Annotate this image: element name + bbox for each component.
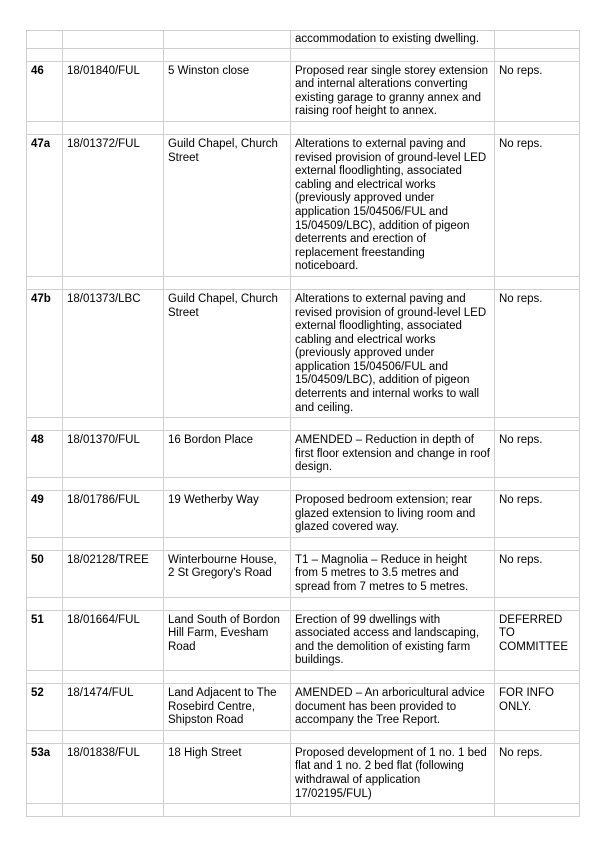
proposal-description: Proposed bedroom extension; rear glazed extension to living room and glazed covered way. (291, 491, 495, 538)
item-number: 48 (27, 431, 63, 478)
outcome: FOR INFO ONLY. (495, 683, 580, 730)
spacer-cell (164, 121, 291, 134)
applications-table (26, 30, 580, 817)
table-row (27, 431, 580, 478)
spacer-cell (291, 478, 495, 491)
spacer-row (27, 478, 580, 491)
spacer-cell (495, 537, 580, 550)
outcome: No reps. (495, 431, 580, 478)
spacer-cell (164, 804, 291, 817)
spacer-cell (291, 48, 495, 61)
spacer-cell (63, 121, 164, 134)
spacer-cell (291, 276, 495, 289)
spacer-row (27, 276, 580, 289)
table-row (27, 683, 580, 730)
spacer-cell (164, 48, 291, 61)
item-number: 52 (27, 683, 63, 730)
spacer-cell (495, 804, 580, 817)
application-reference: 18/02128/TREE (63, 550, 164, 597)
spacer-cell (63, 478, 164, 491)
spacer-cell (495, 121, 580, 134)
spacer-cell (291, 670, 495, 683)
spacer-cell (495, 48, 580, 61)
table-row (27, 743, 580, 803)
site-address: 19 Wetherby Way (164, 491, 291, 538)
spacer-cell (164, 537, 291, 550)
spacer-cell (63, 537, 164, 550)
table-row (27, 610, 580, 670)
spacer-cell (27, 730, 63, 743)
spacer-cell (27, 48, 63, 61)
outcome: DEFERRED TO COMMITTEE (495, 610, 580, 670)
spacer-cell (291, 804, 495, 817)
spacer-row (27, 418, 580, 431)
item-number: 46 (27, 61, 63, 121)
outcome: No reps. (495, 550, 580, 597)
item-number: 47b (27, 289, 63, 417)
outcome: No reps. (495, 134, 580, 276)
table-row (27, 31, 580, 49)
spacer-cell (63, 804, 164, 817)
item-number: 50 (27, 550, 63, 597)
spacer-cell (495, 597, 580, 610)
spacer-cell (27, 276, 63, 289)
proposal-description: AMENDED – An arboricultural advice document has been provided to accompany the Tree Report. (291, 683, 495, 730)
proposal-description: AMENDED – Reduction in depth of first floor extension and change in roof design. (291, 431, 495, 478)
spacer-row (27, 121, 580, 134)
spacer-cell (164, 418, 291, 431)
application-reference: 18/01370/FUL (63, 431, 164, 478)
proposal-description: Alterations to external paving and revised provision of ground-level LED external floodlighting, associated cabling and electrical works (previously approved under application 15/04506/FUL and 15/04509/LBC), addition of pigeon deterrents and erection of replacement freestanding noticeboard. (291, 134, 495, 276)
spacer-row (27, 730, 580, 743)
site-address: Guild Chapel, Church Street (164, 289, 291, 417)
proposal-description: Erection of 99 dwellings with associated access and landscaping, and the demolition of existing farm buildings. (291, 610, 495, 670)
spacer-cell (495, 478, 580, 491)
spacer-row (27, 804, 580, 817)
proposal-description: Proposed development of 1 no. 1 bed flat and 1 no. 2 bed flat (following withdrawal of application 17/02195/FUL) (291, 743, 495, 803)
application-reference: 18/01373/LBC (63, 289, 164, 417)
spacer-cell (27, 804, 63, 817)
application-reference: 18/01372/FUL (63, 134, 164, 276)
spacer-cell (27, 670, 63, 683)
spacer-cell (164, 670, 291, 683)
spacer-cell (63, 276, 164, 289)
outcome-cell (495, 31, 580, 49)
proposal-description: T1 – Magnolia – Reduce in height from 5 metres to 3.5 metres and spread from 7 metres to 5 metres. (291, 550, 495, 597)
proposal-description: Proposed rear single storey extension and internal alterations converting existing garage to granny annex and raising roof height to annex. (291, 61, 495, 121)
table-row (27, 61, 580, 121)
item-number: 51 (27, 610, 63, 670)
spacer-cell (164, 478, 291, 491)
table-row (27, 289, 580, 417)
spacer-cell (63, 597, 164, 610)
site-address: 16 Bordon Place (164, 431, 291, 478)
address-cell (164, 31, 291, 49)
site-address: Land Adjacent to The Rosebird Centre, Shipston Road (164, 683, 291, 730)
spacer-cell (291, 418, 495, 431)
spacer-cell (27, 597, 63, 610)
outcome: No reps. (495, 289, 580, 417)
outcome: No reps. (495, 743, 580, 803)
item-number: 47a (27, 134, 63, 276)
site-address: 5 Winston close (164, 61, 291, 121)
spacer-cell (27, 121, 63, 134)
outcome: No reps. (495, 491, 580, 538)
spacer-cell (27, 537, 63, 550)
spacer-cell (164, 597, 291, 610)
table-row (27, 491, 580, 538)
site-address: 18 High Street (164, 743, 291, 803)
spacer-row (27, 670, 580, 683)
application-reference: 18/01664/FUL (63, 610, 164, 670)
proposal-description: Alterations to external paving and revised provision of ground-level LED external floodlighting, associated cabling and electrical works (previously approved under application 15/04506/FUL and 15/04509/LBC), addition of pigeon deterrents and internal works to wall and ceiling. (291, 289, 495, 417)
spacer-cell (27, 418, 63, 431)
spacer-row (27, 597, 580, 610)
application-reference: 18/01840/FUL (63, 61, 164, 121)
spacer-cell (495, 670, 580, 683)
application-reference: 18/01786/FUL (63, 491, 164, 538)
spacer-cell (291, 121, 495, 134)
spacer-row (27, 48, 580, 61)
site-address: Guild Chapel, Church Street (164, 134, 291, 276)
description-cell: accommodation to existing dwelling. (291, 31, 495, 49)
site-address: Land South of Bordon Hill Farm, Evesham Road (164, 610, 291, 670)
table-row (27, 550, 580, 597)
spacer-cell (63, 730, 164, 743)
spacer-cell (495, 418, 580, 431)
item-number: 53a (27, 743, 63, 803)
application-reference: 18/1474/FUL (63, 683, 164, 730)
spacer-cell (63, 418, 164, 431)
reference-cell (63, 31, 164, 49)
number-cell (27, 31, 63, 49)
spacer-cell (291, 730, 495, 743)
spacer-row (27, 537, 580, 550)
site-address: Winterbourne House, 2 St Gregory's Road (164, 550, 291, 597)
spacer-cell (495, 730, 580, 743)
application-reference: 18/01838/FUL (63, 743, 164, 803)
spacer-cell (27, 478, 63, 491)
item-number: 49 (27, 491, 63, 538)
spacer-cell (164, 276, 291, 289)
spacer-cell (164, 730, 291, 743)
spacer-cell (63, 48, 164, 61)
outcome: No reps. (495, 61, 580, 121)
spacer-cell (495, 276, 580, 289)
spacer-cell (63, 670, 164, 683)
spacer-cell (291, 597, 495, 610)
spacer-cell (291, 537, 495, 550)
table-row (27, 134, 580, 276)
